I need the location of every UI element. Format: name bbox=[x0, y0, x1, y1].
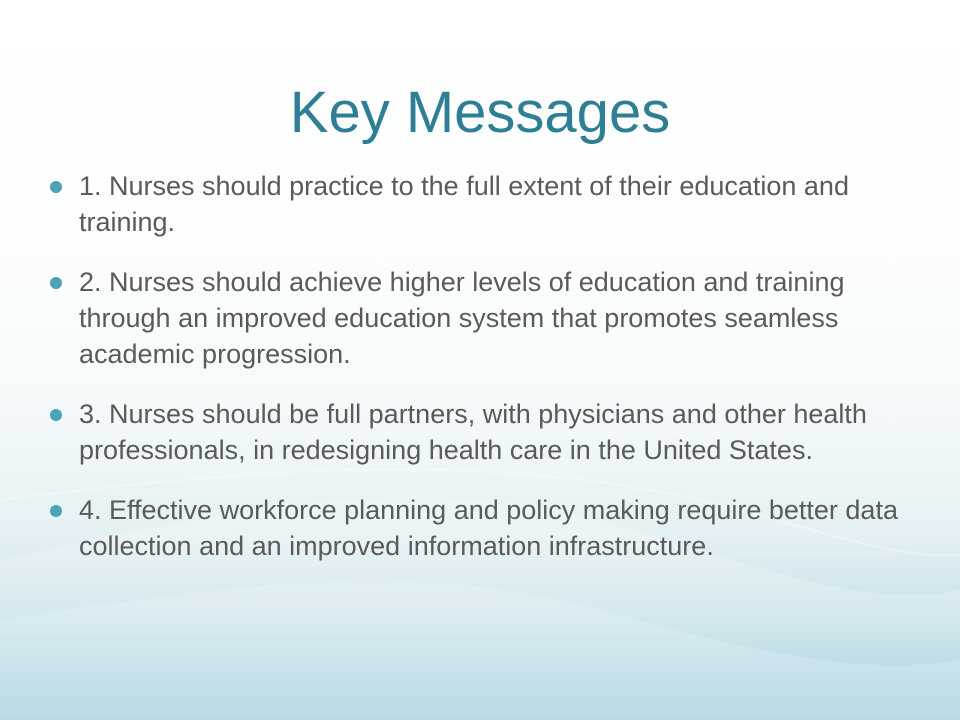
bullet-dot-icon bbox=[50, 181, 62, 193]
bullet-dot-icon bbox=[50, 409, 62, 421]
bullet-text: 4. Effective workforce planning and policy making require better data collection and an improved information infrastructure. bbox=[79, 495, 898, 561]
bullet-list bbox=[50, 168, 910, 588]
bullet-text: 3. Nurses should be full partners, with physicians and other health professionals, in redesigning health care in the United States. bbox=[79, 399, 867, 465]
bullet-item bbox=[50, 264, 910, 372]
bullet-dot-icon bbox=[50, 277, 62, 289]
bullet-text: 2. Nurses should achieve higher levels of education and training through an improved education system that promotes seamless academic progression. bbox=[79, 267, 845, 369]
bullet-dot-icon bbox=[50, 505, 62, 517]
bullet-item bbox=[50, 396, 910, 468]
slide-title: Key Messages bbox=[289, 80, 671, 145]
bullet-text: 1. Nurses should practice to the full extent of their education and training. bbox=[79, 171, 849, 237]
bullet-item bbox=[50, 492, 910, 564]
bullet-item bbox=[50, 168, 910, 240]
